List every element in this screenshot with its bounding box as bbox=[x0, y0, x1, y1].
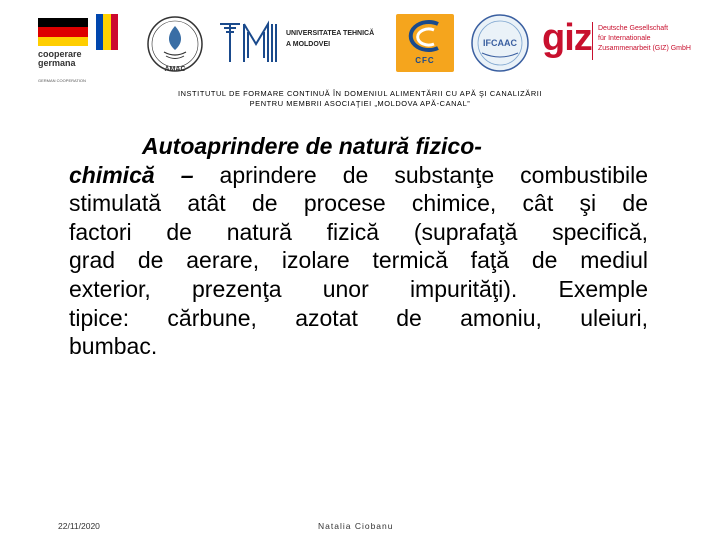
coop-small-text: GERMAN COOPERATION bbox=[38, 78, 86, 83]
term-title-part1: Autoaprindere de natură fizico- bbox=[142, 133, 482, 159]
cfc-label: CFC bbox=[415, 56, 435, 65]
definition-paragraph bbox=[69, 132, 648, 361]
cooperare-germana-logo bbox=[34, 12, 130, 83]
header-line2: PENTRU MEMBRII ASOCIAŢIEI „MOLDOVA APĂ-CANAL” bbox=[249, 99, 471, 108]
coop-line2: germana bbox=[38, 58, 76, 68]
definition-line5: grad de aerare, izolare termică faţă de mediul bbox=[69, 247, 648, 274]
moldovan-flag-icon bbox=[96, 14, 118, 50]
header-line1: INSTITUTUL DE FORMARE CONTINUĂ ÎN DOMENIUL ALIMENTĂRII CU APĂ ŞI CANALIZĂRII bbox=[177, 89, 543, 98]
coop-line1: cooperare bbox=[38, 49, 82, 59]
term-title-part2: chimică – bbox=[69, 161, 194, 188]
institute-header bbox=[0, 89, 720, 109]
cfc-logo bbox=[396, 14, 454, 72]
utm-line2: A MOLDOVEI bbox=[286, 41, 331, 48]
giz-line3: Zusammenarbeit (GIZ) GmbH bbox=[598, 45, 691, 52]
amac-logo bbox=[144, 14, 206, 76]
logo-bar bbox=[0, 0, 720, 88]
definition-line8: bumbac. bbox=[69, 333, 158, 360]
giz-logo bbox=[542, 16, 714, 70]
definition-line7: tipice: cărbune, azotat de amoniu, uleiuri, bbox=[69, 304, 648, 331]
amac-label: AMAC bbox=[164, 66, 186, 73]
definition-line6: exterior, prezenţa unor impurităţi). Exemple bbox=[69, 275, 648, 302]
definition-line4: factori de natură fizică (suprafaţă specifică, bbox=[69, 218, 648, 245]
german-flag-icon bbox=[38, 18, 88, 46]
giz-line2: für Internationale bbox=[598, 35, 651, 42]
ifcaac-label: IFCAAC bbox=[483, 38, 517, 48]
definition-line2: aprindere de substanţe combustibile bbox=[193, 161, 648, 188]
giz-line1: Deutsche Gesellschaft bbox=[598, 25, 669, 32]
definition-line3: stimulată atât de procese chimice, cât şi de bbox=[69, 190, 648, 217]
utm-monogram-icon bbox=[218, 18, 282, 68]
footer-author: Natalia Ciobanu bbox=[318, 521, 394, 531]
utm-line1: UNIVERSITATEA TEHNICĂ bbox=[286, 30, 375, 37]
footer-date: 22/11/2020 bbox=[58, 521, 100, 531]
utm-logo bbox=[218, 18, 375, 68]
ifcaac-logo bbox=[470, 13, 530, 73]
giz-mark: giz bbox=[542, 17, 592, 59]
cfc-swirl-icon bbox=[396, 14, 454, 56]
